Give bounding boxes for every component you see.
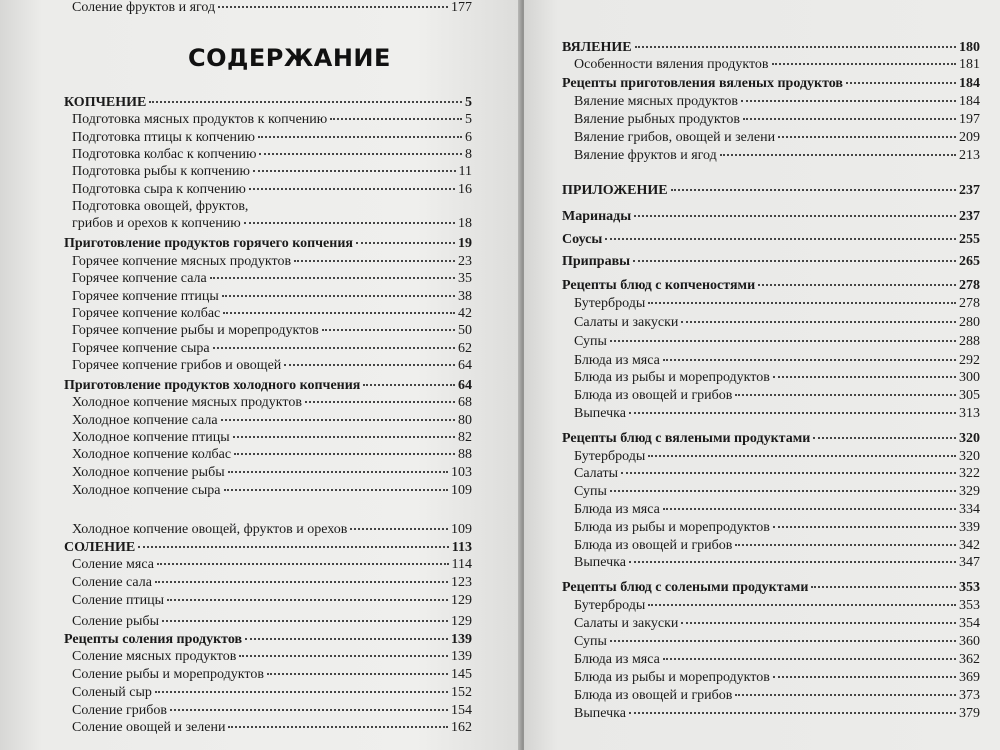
entry-title: Соусы — [562, 232, 603, 247]
page-number: 237 — [959, 183, 980, 198]
left-section-entry — [64, 632, 472, 648]
page-number: 129 — [451, 614, 472, 629]
entry-title: Бутерброды — [574, 449, 646, 464]
page-number: 197 — [959, 112, 980, 127]
page-number: 62 — [458, 341, 472, 356]
entry-title: Вяление грибов, овощей и зелени — [574, 130, 776, 145]
page-number: 360 — [959, 634, 980, 649]
left-toc-entry — [72, 323, 472, 339]
dot-leader — [743, 118, 956, 120]
entry-title: Рецепты блюд с солеными продуктами — [562, 580, 809, 595]
right-toc-entry — [574, 94, 980, 110]
entry-title: Выпечка — [574, 406, 626, 421]
entry-title: Соление овощей и зелени — [72, 720, 226, 735]
right-section-entry — [562, 183, 980, 199]
right-section-entry — [562, 232, 980, 248]
entry-title: Соление мяса — [72, 557, 154, 572]
entry-title: Супы — [574, 634, 607, 649]
entry-title: Салаты — [574, 466, 619, 481]
dot-leader — [648, 302, 956, 304]
right-section-entry — [562, 209, 980, 225]
page-number: 362 — [959, 652, 980, 667]
dot-leader — [811, 586, 956, 588]
page-number: 162 — [451, 720, 472, 735]
entry-title: Рецепты блюд с вялеными продуктами — [562, 431, 811, 446]
page-number: 265 — [959, 254, 980, 269]
page-number: 16 — [458, 182, 472, 197]
dot-leader — [772, 63, 957, 65]
dot-leader — [663, 508, 956, 510]
left-toc-entry — [72, 483, 472, 499]
right-toc-entry — [574, 334, 980, 350]
entry-title: Выпечка — [574, 706, 626, 721]
entry-title: Соление фруктов и ягод — [72, 0, 216, 15]
entry-title: Подготовка птицы к копчению — [72, 130, 255, 145]
page-number: 300 — [959, 370, 980, 385]
dot-leader — [720, 154, 956, 156]
left-toc-entry — [72, 465, 472, 481]
entry-title: Горячее копчение мясных продуктов — [72, 254, 292, 269]
dot-leader — [735, 544, 956, 546]
dot-leader — [741, 100, 956, 102]
dot-leader — [267, 673, 448, 675]
page-number: 152 — [451, 685, 472, 700]
entry-title: Выпечка — [574, 555, 626, 570]
entry-title: Холодное копчение овощей, фруктов и орехов — [72, 522, 348, 537]
left-toc-entry — [72, 341, 472, 357]
entry-title: Горячее копчение рыбы и морепродуктов — [72, 323, 319, 338]
dot-leader — [773, 526, 956, 528]
page-number: 213 — [959, 148, 980, 163]
entry-title: Блюда из мяса — [574, 502, 660, 517]
page-number: 88 — [458, 447, 472, 462]
right-toc-entry — [574, 634, 980, 650]
dot-leader — [138, 546, 449, 548]
entry-title: Салаты и закуски — [574, 616, 679, 631]
page-number: 237 — [959, 209, 980, 224]
dot-leader — [218, 6, 448, 8]
page-number: 145 — [451, 667, 472, 682]
entry-title: Рецепты приготовления вяленых продуктов — [562, 76, 843, 91]
right-section-entry — [562, 76, 980, 92]
entry-title: Супы — [574, 484, 607, 499]
entry-title: Супы — [574, 334, 607, 349]
page-number: 64 — [458, 378, 472, 393]
page-number: 139 — [451, 632, 472, 647]
dot-leader — [239, 655, 448, 657]
right-section-entry — [562, 580, 980, 596]
entry-title: Соление рыбы — [72, 614, 159, 629]
entry-title: Холодное копчение рыбы — [72, 465, 225, 480]
left-toc-entry — [72, 430, 472, 446]
page-number: 339 — [959, 520, 980, 535]
left-section-entry — [64, 378, 472, 394]
entry-title: Блюда из мяса — [574, 652, 660, 667]
entry-title: Салаты и закуски — [574, 315, 679, 330]
entry-title: Блюда из овощей и грибов — [574, 538, 733, 553]
dot-leader — [610, 490, 956, 492]
dot-leader — [778, 136, 956, 138]
dot-leader — [224, 489, 449, 491]
page-number: 322 — [959, 466, 980, 481]
right-toc-entry — [574, 296, 980, 312]
right-toc-entry — [574, 706, 980, 722]
dot-leader — [234, 453, 455, 455]
dot-leader — [735, 694, 956, 696]
left-toc-entry — [72, 575, 472, 591]
page-number: 255 — [959, 232, 980, 247]
dot-leader — [258, 136, 462, 138]
page-number: 80 — [458, 413, 472, 428]
page-number: 353 — [959, 580, 980, 595]
entry-title: Горячее копчение колбас — [72, 306, 221, 321]
page-number: 123 — [451, 575, 472, 590]
entry-title: Подготовка овощей, фруктов, — [72, 199, 249, 214]
dot-leader — [663, 658, 956, 660]
left-toc-entry — [72, 254, 472, 270]
right-toc-entry — [574, 388, 980, 404]
left-toc-entry — [72, 447, 472, 463]
page-number: 5 — [465, 112, 472, 127]
entry-title: Подготовка сыра к копчению — [72, 182, 246, 197]
page-number: 50 — [458, 323, 472, 338]
page-number: 313 — [959, 406, 980, 421]
dot-leader — [629, 561, 956, 563]
dot-leader — [663, 359, 956, 361]
dot-leader — [259, 153, 462, 155]
dot-leader — [671, 189, 956, 191]
page-number: 42 — [458, 306, 472, 321]
right-toc-entry — [574, 484, 980, 500]
page-number: 82 — [458, 430, 472, 445]
left-toc-entry — [72, 112, 472, 128]
dot-leader — [363, 384, 455, 386]
dot-leader — [167, 599, 448, 601]
entry-title: Горячее копчение сыра — [72, 341, 210, 356]
dot-leader — [223, 312, 455, 314]
dot-leader — [155, 581, 448, 583]
dot-leader — [228, 471, 448, 473]
right-toc-entry — [574, 555, 980, 571]
left-toc-entry — [72, 614, 472, 630]
dot-leader — [210, 277, 455, 279]
page-number: 18 — [458, 216, 472, 231]
page-number: 320 — [959, 431, 980, 446]
dot-leader — [610, 340, 956, 342]
page-number: 184 — [959, 76, 980, 91]
dot-leader — [284, 364, 455, 366]
dot-leader — [648, 455, 956, 457]
page-number: 11 — [458, 164, 472, 179]
dot-leader — [846, 82, 956, 84]
left-section-entry — [64, 95, 472, 111]
left-toc-entry — [72, 216, 472, 232]
right-section-entry — [562, 431, 980, 447]
page-number: 19 — [458, 236, 472, 251]
page-number: 139 — [451, 649, 472, 664]
page-number: 354 — [959, 616, 980, 631]
page-number: 64 — [458, 358, 472, 373]
entry-title: Вяление мясных продуктов — [574, 94, 738, 109]
entry-title: Блюда из овощей и грибов — [574, 388, 733, 403]
entry-title: Горячее копчение грибов и овощей — [72, 358, 282, 373]
dot-leader — [245, 638, 448, 640]
page-number: 329 — [959, 484, 980, 499]
right-toc-entry — [574, 130, 980, 146]
dot-leader — [222, 295, 455, 297]
right-section-entry — [562, 254, 980, 270]
entry-title: Приготовление продуктов холодного копчения — [64, 378, 361, 393]
dot-leader — [605, 238, 956, 240]
page-number: 5 — [465, 95, 472, 110]
dot-leader — [648, 604, 956, 606]
entry-title: Холодное копчение колбас — [72, 447, 232, 462]
page-number: 347 — [959, 555, 980, 570]
dot-leader — [170, 709, 448, 711]
page-number: 113 — [451, 540, 472, 555]
right-section-entry — [562, 278, 980, 294]
entry-title: Вяление фруктов и ягод — [574, 148, 717, 163]
dot-leader — [633, 260, 956, 262]
right-toc-entry — [574, 670, 980, 686]
page-number: 209 — [959, 130, 980, 145]
left-toc-entry — [72, 649, 472, 665]
left-toc-entry — [72, 0, 472, 16]
left-toc-entry — [72, 557, 472, 573]
page-number: 353 — [959, 598, 980, 613]
dot-leader — [213, 347, 455, 349]
page-number: 129 — [451, 593, 472, 608]
entry-title: Соление мясных продуктов — [72, 649, 237, 664]
dot-leader — [233, 436, 455, 438]
right-toc-entry — [574, 353, 980, 369]
page-number: 114 — [451, 557, 472, 572]
page-number: 109 — [451, 522, 472, 537]
left-toc-entry — [72, 306, 472, 322]
page-number: 23 — [458, 254, 472, 269]
entry-title: Особенности вяления продуктов — [574, 57, 769, 72]
entry-title: грибов и орехов к копчению — [72, 216, 241, 231]
entry-title: Бутерброды — [574, 598, 646, 613]
entry-title: ВЯЛЕНИЕ — [562, 40, 632, 55]
entry-title: Блюда из мяса — [574, 353, 660, 368]
right-toc-entry — [574, 652, 980, 668]
right-toc-entry — [574, 502, 980, 518]
page-number: 35 — [458, 271, 472, 286]
entry-title: Подготовка рыбы к копчению — [72, 164, 250, 179]
page-number: 180 — [959, 40, 980, 55]
entry-title: Подготовка колбас к копчению — [72, 147, 257, 162]
page-number: 38 — [458, 289, 472, 304]
left-toc-entry — [72, 685, 472, 701]
right-toc-entry — [574, 466, 980, 482]
left-toc-entry — [72, 720, 472, 736]
page-number: 369 — [959, 670, 980, 685]
left-toc-entry — [72, 289, 472, 305]
entry-title: Приправы — [562, 254, 631, 269]
right-toc-entry — [574, 616, 980, 632]
left-toc-entry — [72, 271, 472, 287]
left-toc-entry — [72, 522, 472, 538]
dot-leader — [813, 437, 956, 439]
entry-title: Соление сала — [72, 575, 152, 590]
page-number: 68 — [458, 395, 472, 410]
dot-leader — [773, 676, 956, 678]
page-number: 8 — [465, 147, 472, 162]
entry-title: Соленый сыр — [72, 685, 152, 700]
entry-title: Вяление рыбных продуктов — [574, 112, 740, 127]
left-toc-entry — [72, 358, 472, 374]
page-number: 154 — [451, 703, 472, 718]
right-toc-entry — [574, 449, 980, 465]
dot-leader — [244, 222, 455, 224]
right-toc-entry — [574, 538, 980, 554]
left-toc-entry — [72, 703, 472, 719]
dot-leader — [681, 622, 956, 624]
dot-leader — [610, 640, 956, 642]
dot-leader — [253, 170, 456, 172]
dot-leader — [228, 726, 448, 728]
right-toc-entry — [574, 688, 980, 704]
dot-leader — [773, 376, 956, 378]
entry-title: Приготовление продуктов горячего копчения — [64, 236, 353, 251]
dot-leader — [350, 528, 448, 530]
dot-leader — [735, 394, 956, 396]
page-number: 181 — [959, 57, 980, 72]
entry-title: Рецепты блюд с копченостями — [562, 278, 756, 293]
entry-title: Холодное копчение мясных продуктов — [72, 395, 302, 410]
right-toc-entry — [574, 315, 980, 331]
dot-leader — [330, 118, 462, 120]
entry-title: Маринады — [562, 209, 632, 224]
dot-leader — [621, 472, 956, 474]
entry-title: СОЛЕНИЕ — [64, 540, 136, 555]
left-toc-entry — [72, 147, 472, 163]
entry-title: Соление рыбы и морепродуктов — [72, 667, 264, 682]
dot-leader — [157, 563, 449, 565]
right-toc-entry — [574, 57, 980, 73]
entry-title: Холодное копчение сала — [72, 413, 218, 428]
page-number: 6 — [465, 130, 472, 145]
dot-leader — [681, 321, 956, 323]
dot-leader — [162, 620, 448, 622]
left-section-entry — [64, 236, 472, 252]
right-toc-entry — [574, 148, 980, 164]
left-toc-entry — [72, 199, 472, 215]
left-toc-entry — [72, 413, 472, 429]
dot-leader — [322, 329, 455, 331]
page-number: 288 — [959, 334, 980, 349]
dot-leader — [155, 691, 448, 693]
dot-leader — [758, 284, 956, 286]
page-number: 177 — [451, 0, 472, 15]
page-number: 292 — [959, 353, 980, 368]
left-toc-entry — [72, 395, 472, 411]
dot-leader — [634, 215, 956, 217]
page-number: 278 — [959, 278, 980, 293]
entry-title: Блюда из рыбы и морепродуктов — [574, 370, 770, 385]
entry-title: Бутерброды — [574, 296, 646, 311]
left-toc-entry — [72, 593, 472, 609]
dot-leader — [629, 412, 956, 414]
page-number: 379 — [959, 706, 980, 721]
page-number: 305 — [959, 388, 980, 403]
page-number: 280 — [959, 315, 980, 330]
entry-title: Блюда из рыбы и морепродуктов — [574, 670, 770, 685]
contents-title: СОДЕРЖАНИЕ — [188, 44, 391, 72]
dot-leader — [629, 712, 956, 714]
left-toc-entry — [72, 164, 472, 180]
dot-leader — [221, 419, 455, 421]
page-number: 342 — [959, 538, 980, 553]
page-number: 373 — [959, 688, 980, 703]
entry-title: Подготовка мясных продуктов к копчению — [72, 112, 328, 127]
dot-leader — [635, 46, 956, 48]
dot-leader — [249, 188, 455, 190]
page-number: 320 — [959, 449, 980, 464]
page-number: 334 — [959, 502, 980, 517]
dot-leader — [356, 242, 455, 244]
page-number: 184 — [959, 94, 980, 109]
right-page — [524, 0, 1000, 750]
right-toc-entry — [574, 598, 980, 614]
page-number: 109 — [451, 483, 472, 498]
page-number: 103 — [451, 465, 472, 480]
dot-leader — [305, 401, 455, 403]
entry-title: ПРИЛОЖЕНИЕ — [562, 183, 668, 198]
entry-title: Соление грибов — [72, 703, 168, 718]
right-toc-entry — [574, 520, 980, 536]
entry-title: Горячее копчение сала — [72, 271, 207, 286]
left-toc-entry — [72, 130, 472, 146]
entry-title: Холодное копчение птицы — [72, 430, 230, 445]
right-section-entry — [562, 40, 980, 56]
right-toc-entry — [574, 112, 980, 128]
dot-leader — [294, 260, 455, 262]
entry-title: Рецепты соления продуктов — [64, 632, 243, 647]
right-toc-entry — [574, 370, 980, 386]
dot-leader — [149, 101, 462, 103]
entry-title: Блюда из овощей и грибов — [574, 688, 733, 703]
entry-title: Холодное копчение сыра — [72, 483, 221, 498]
right-toc-entry — [574, 406, 980, 422]
entry-title: КОПЧЕНИЕ — [64, 95, 147, 110]
entry-title: Соление птицы — [72, 593, 165, 608]
left-section-entry — [64, 540, 472, 556]
page-number: 278 — [959, 296, 980, 311]
entry-title: Блюда из рыбы и морепродуктов — [574, 520, 770, 535]
left-toc-entry — [72, 182, 472, 198]
left-toc-entry — [72, 667, 472, 683]
entry-title: Горячее копчение птицы — [72, 289, 219, 304]
